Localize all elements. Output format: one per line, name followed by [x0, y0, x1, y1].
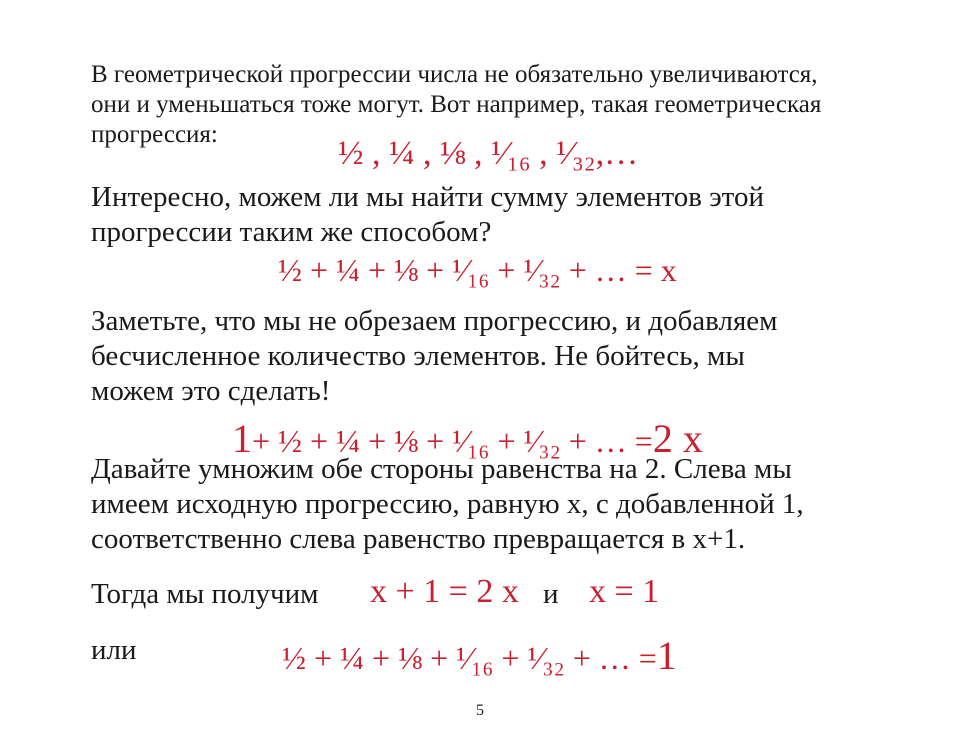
formula-part: 1: [232, 416, 252, 461]
formula-part: 1: [656, 633, 677, 678]
paragraph-line: соответственно слева равенство превращается в x+1.: [91, 522, 746, 555]
paragraph-line: Давайте умножим обе стороны равенства на 2. Слева мы: [91, 453, 792, 485]
paragraph-line: прогрессии таким же способом?: [91, 215, 492, 248]
formula-then-equation: x + 1 = 2 x: [370, 573, 519, 610]
formula-sum-x: ½ + ¼ + ⅛ + ¹⁄₁₆ + ¹⁄₃₂ + … = x: [278, 252, 677, 288]
label-then: Тогда мы получим: [91, 578, 319, 610]
paragraph-line: Заметьте, что мы не обрезаем прогрессию, и добавляем: [91, 305, 778, 337]
paragraph-line: можем это сделать!: [91, 374, 331, 407]
formula-sum-1: [282, 632, 677, 679]
paragraph-line: В геометрической прогрессии числа не обязательно увеличиваются,: [91, 61, 818, 88]
formula-part: ½ + ¼ + ⅛ + ¹⁄₁₆ + ¹⁄₃₂ + … =: [282, 640, 657, 676]
label-and: и: [543, 578, 559, 610]
label-or: или: [91, 634, 137, 666]
paragraph-line: бесчисленное количество элементов. Не бойтесь, мы: [91, 339, 745, 372]
paragraph-infinite: [91, 304, 871, 408]
paragraph-line: прогрессия:: [91, 121, 218, 148]
page-number: 5: [476, 702, 484, 719]
paragraph-question: [91, 180, 871, 250]
formula-sequence: ½ , ¼ , ⅛ , ¹⁄₁₆ , ¹⁄₃₂,…: [338, 135, 639, 172]
paragraph-multiply: [91, 452, 871, 556]
formula-part: 2 x: [652, 416, 703, 461]
formula-part: + ½ + ¼ + ⅛ + ¹⁄₁₆ + ¹⁄₃₂ + … =: [252, 423, 653, 459]
formula-result-equation: x = 1: [589, 573, 660, 610]
paragraph-line: имеем исходную прогрессию, равную x, с добавленной 1,: [91, 487, 804, 520]
paragraph-line: они и уменьшаться тоже могут. Вот например, такая геометрическая: [91, 91, 822, 118]
paragraph-line: Интересно, можем ли мы найти сумму элементов этой: [91, 181, 764, 213]
